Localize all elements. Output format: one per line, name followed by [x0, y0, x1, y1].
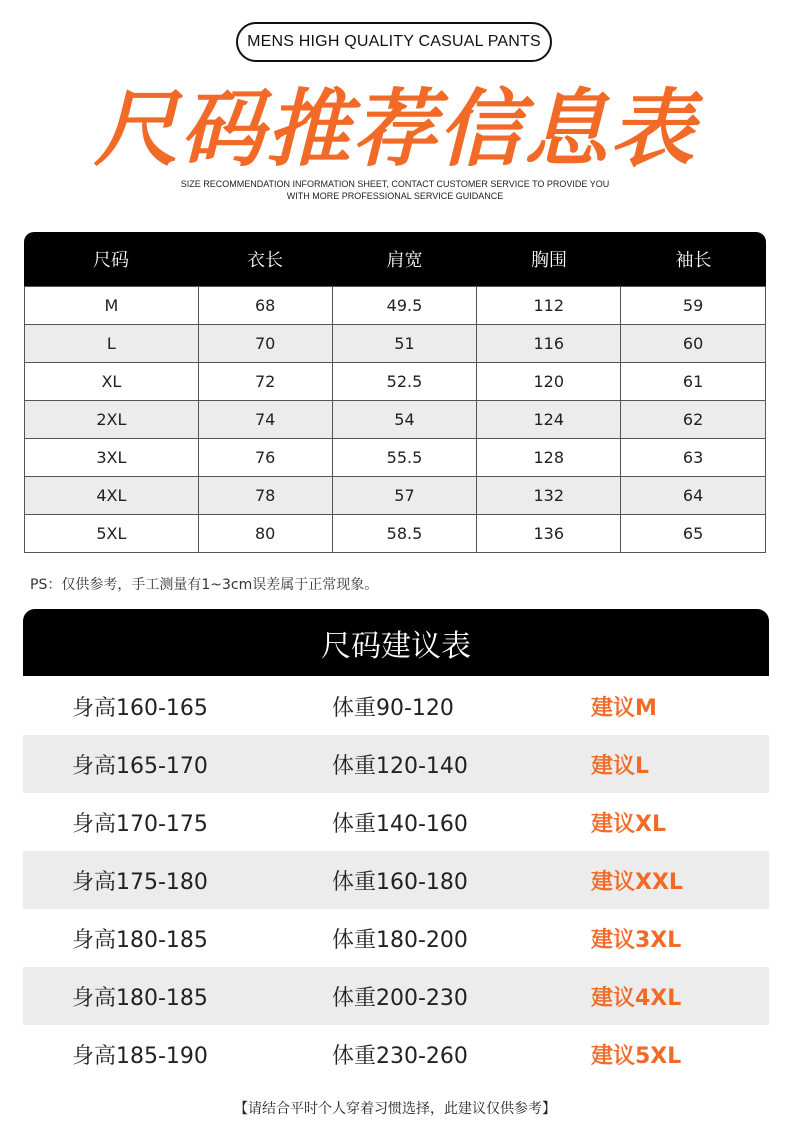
table-cell: 70 — [199, 325, 333, 362]
table-cell: M — [25, 287, 199, 324]
table-cell: 59 — [621, 287, 766, 324]
advice-table — [23, 677, 769, 1083]
table-cell: 64 — [621, 477, 766, 514]
table-row — [25, 515, 766, 553]
table-cell: 61 — [621, 363, 766, 400]
table-cell: 116 — [477, 325, 621, 362]
table-cell: 120 — [477, 363, 621, 400]
size-table — [24, 232, 766, 553]
table-row — [25, 325, 766, 363]
table-cell: 60 — [621, 325, 766, 362]
header-cell: 尺码 — [93, 250, 129, 271]
height-range: 身高165-170 — [72, 753, 208, 779]
header-cell: 肩宽 — [386, 250, 423, 271]
table-cell: 49.5 — [333, 287, 478, 324]
advice-row — [23, 735, 769, 793]
advice-row — [23, 967, 769, 1025]
size-advice: 建议XL — [591, 811, 666, 837]
table-row — [25, 401, 766, 439]
weight-range: 体重200-230 — [332, 985, 468, 1011]
weight-range: 体重90-120 — [332, 695, 454, 721]
table-cell: 2XL — [25, 401, 199, 438]
table-cell: 80 — [199, 515, 333, 552]
table-cell: 3XL — [25, 439, 199, 476]
table-cell: 54 — [333, 401, 478, 438]
subtitle-line-1: SIZE RECOMMENDATION INFORMATION SHEET, CONTACT CUSTOMER SERVICE TO PROVIDE YOU — [180, 179, 610, 189]
header-cell: 袖长 — [675, 250, 712, 271]
table-cell: 78 — [199, 477, 333, 514]
table-row — [25, 477, 766, 515]
header-cell: 胸围 — [531, 250, 567, 271]
table-cell: 55.5 — [333, 439, 478, 476]
weight-range: 体重230-260 — [332, 1043, 468, 1069]
table-cell: 112 — [477, 287, 621, 324]
table-cell: 132 — [477, 477, 621, 514]
measurement-note: PS：仅供参考，手工测量有1~3cm误差属于正常现象。 — [30, 577, 379, 593]
product-pill-label: MENS HIGH QUALITY CASUAL PANTS — [236, 22, 552, 62]
table-cell: 128 — [477, 439, 621, 476]
table-cell: XL — [25, 363, 199, 400]
table-cell: 57 — [333, 477, 478, 514]
table-cell: 124 — [477, 401, 621, 438]
advice-row — [23, 677, 769, 735]
size-advice: 建议L — [591, 753, 650, 779]
height-range: 身高180-185 — [72, 985, 208, 1011]
weight-range: 体重140-160 — [332, 811, 468, 837]
page-title: 尺码推荐信息表 — [93, 79, 696, 178]
height-range: 身高180-185 — [72, 927, 208, 953]
table-cell: 65 — [621, 515, 766, 552]
size-advice: 建议5XL — [591, 1043, 682, 1069]
table-cell: 72 — [199, 363, 333, 400]
table-cell: 58.5 — [333, 515, 478, 552]
size-table-header — [24, 232, 766, 286]
table-cell: 63 — [621, 439, 766, 476]
advice-row — [23, 793, 769, 851]
size-advice: 建议3XL — [591, 927, 682, 953]
height-range: 身高185-190 — [72, 1043, 208, 1069]
size-advice: 建议4XL — [591, 985, 682, 1011]
table-cell: L — [25, 325, 199, 362]
subtitle-line-2: WITH MORE PROFESSIONAL SERVICE GUIDANCE — [286, 191, 504, 201]
height-range: 身高175-180 — [72, 869, 208, 895]
size-advice: 建议M — [591, 695, 657, 721]
table-cell: 62 — [621, 401, 766, 438]
advice-row — [23, 909, 769, 967]
table-row — [25, 439, 766, 477]
weight-range: 体重120-140 — [332, 753, 468, 779]
size-advice: 建议XXL — [591, 869, 683, 895]
table-cell: 74 — [199, 401, 333, 438]
advice-row — [23, 851, 769, 909]
advice-table-title: 尺码建议表 — [23, 609, 769, 676]
table-cell: 136 — [477, 515, 621, 552]
table-cell: 76 — [199, 439, 333, 476]
advice-row — [23, 1025, 769, 1083]
table-row — [25, 286, 766, 325]
table-cell: 68 — [199, 287, 333, 324]
table-cell: 52.5 — [333, 363, 478, 400]
table-row — [25, 363, 766, 401]
table-cell: 51 — [333, 325, 478, 362]
height-range: 身高160-165 — [72, 695, 208, 721]
header-cell: 衣长 — [247, 250, 283, 271]
height-range: 身高170-175 — [72, 811, 208, 837]
weight-range: 体重180-200 — [332, 927, 468, 953]
weight-range: 体重160-180 — [332, 869, 468, 895]
page-subtitle — [150, 178, 640, 202]
table-cell: 5XL — [25, 515, 199, 552]
table-cell: 4XL — [25, 477, 199, 514]
size-table-body — [24, 286, 766, 553]
footer-note: 【请结合平时个人穿着习惯选择，此建议仅供参考】 — [234, 1101, 556, 1117]
